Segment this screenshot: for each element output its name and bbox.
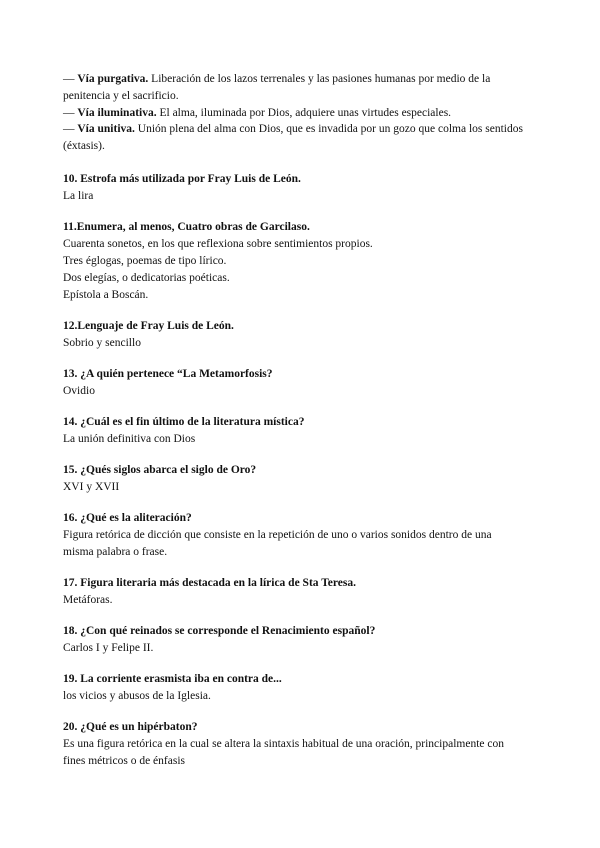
question-title: 12.Lenguaje de Fray Luis de León. xyxy=(63,319,234,332)
question-20 xyxy=(63,719,523,770)
answer-text: XVI y XVII xyxy=(63,480,120,493)
document-content xyxy=(63,71,523,770)
question-11 xyxy=(63,219,523,304)
via-term: Vía purgativa. xyxy=(77,73,149,85)
via-description: Unión plena del alma con Dios, que es invadida por un gozo que colma los sentidos (éxtasis). xyxy=(63,123,523,153)
answer-text: Metáforas. xyxy=(63,593,113,606)
question-title: 18. ¿Con qué reinados se corresponde el Renacimiento español? xyxy=(63,624,376,637)
answer-text: Carlos I y Felipe II. xyxy=(63,641,154,654)
via-purgativa xyxy=(63,71,523,105)
em-dash: — xyxy=(63,73,75,85)
question-title: 19. La corriente erasmista iba en contra de... xyxy=(63,672,282,685)
question-14 xyxy=(63,414,523,448)
answer-text: los vicios y abusos de la Iglesia. xyxy=(63,689,211,702)
question-title: 20. ¿Qué es un hipérbaton? xyxy=(63,720,198,733)
via-description: Liberación de los lazos terrenales y las pasiones humanas por medio de la penitencia y el sacrificio. xyxy=(63,73,491,102)
question-title: 13. ¿A quién pertenece “La Metamorfosis? xyxy=(63,367,273,380)
answer-text: La lira xyxy=(63,189,94,202)
question-16 xyxy=(63,510,523,561)
via-description: El alma, iluminada por Dios, adquiere unas virtudes especiales. xyxy=(156,106,452,119)
answer-text: Es una figura retórica en la cual se altera la sintaxis habitual de una oración, principalmente con fines métricos o de énfasis xyxy=(63,737,504,767)
question-18 xyxy=(63,623,523,657)
question-19 xyxy=(63,671,523,705)
answer-text: Epístola a Boscán. xyxy=(63,288,149,301)
via-term: Vía iluminativa. xyxy=(77,106,157,119)
em-dash: — xyxy=(63,123,75,136)
em-dash: — xyxy=(63,106,75,119)
question-12 xyxy=(63,318,523,352)
question-title: 17. Figura literaria más destacada en la lírica de Sta Teresa. xyxy=(63,576,357,589)
question-title: 14. ¿Cuál es el fin último de la literatura mística? xyxy=(63,415,305,428)
answer-text: Ovidio xyxy=(63,384,95,397)
question-title: 16. ¿Qué es la aliteración? xyxy=(63,511,192,524)
answer-text: Sobrio y sencillo xyxy=(63,336,141,349)
question-title: 11.Enumera, al menos, Cuatro obras de Garcilaso. xyxy=(63,220,310,233)
via-unitiva xyxy=(63,121,523,155)
question-10 xyxy=(63,171,523,205)
answer-text: Dos elegías, o dedicatorias poéticas. xyxy=(63,271,230,284)
question-title: 10. Estrofa más utilizada por Fray Luis de León. xyxy=(63,172,301,185)
question-17 xyxy=(63,575,523,609)
via-iluminativa xyxy=(63,105,523,122)
question-13 xyxy=(63,366,523,400)
question-title: 15. ¿Qués siglos abarca el siglo de Oro? xyxy=(63,463,257,476)
answer-text: Figura retórica de dicción que consiste en la repetición de uno o varios sonidos dentro de una misma palabra o frase. xyxy=(63,528,492,558)
question-15 xyxy=(63,462,523,496)
answer-text: La unión definitiva con Dios xyxy=(63,432,196,445)
via-term: Vía unitiva. xyxy=(77,123,135,136)
answer-text: Tres églogas, poemas de tipo lírico. xyxy=(63,254,227,267)
vias-misticas-section xyxy=(63,71,523,155)
answer-text: Cuarenta sonetos, en los que reflexiona sobre sentimientos propios. xyxy=(63,237,373,250)
